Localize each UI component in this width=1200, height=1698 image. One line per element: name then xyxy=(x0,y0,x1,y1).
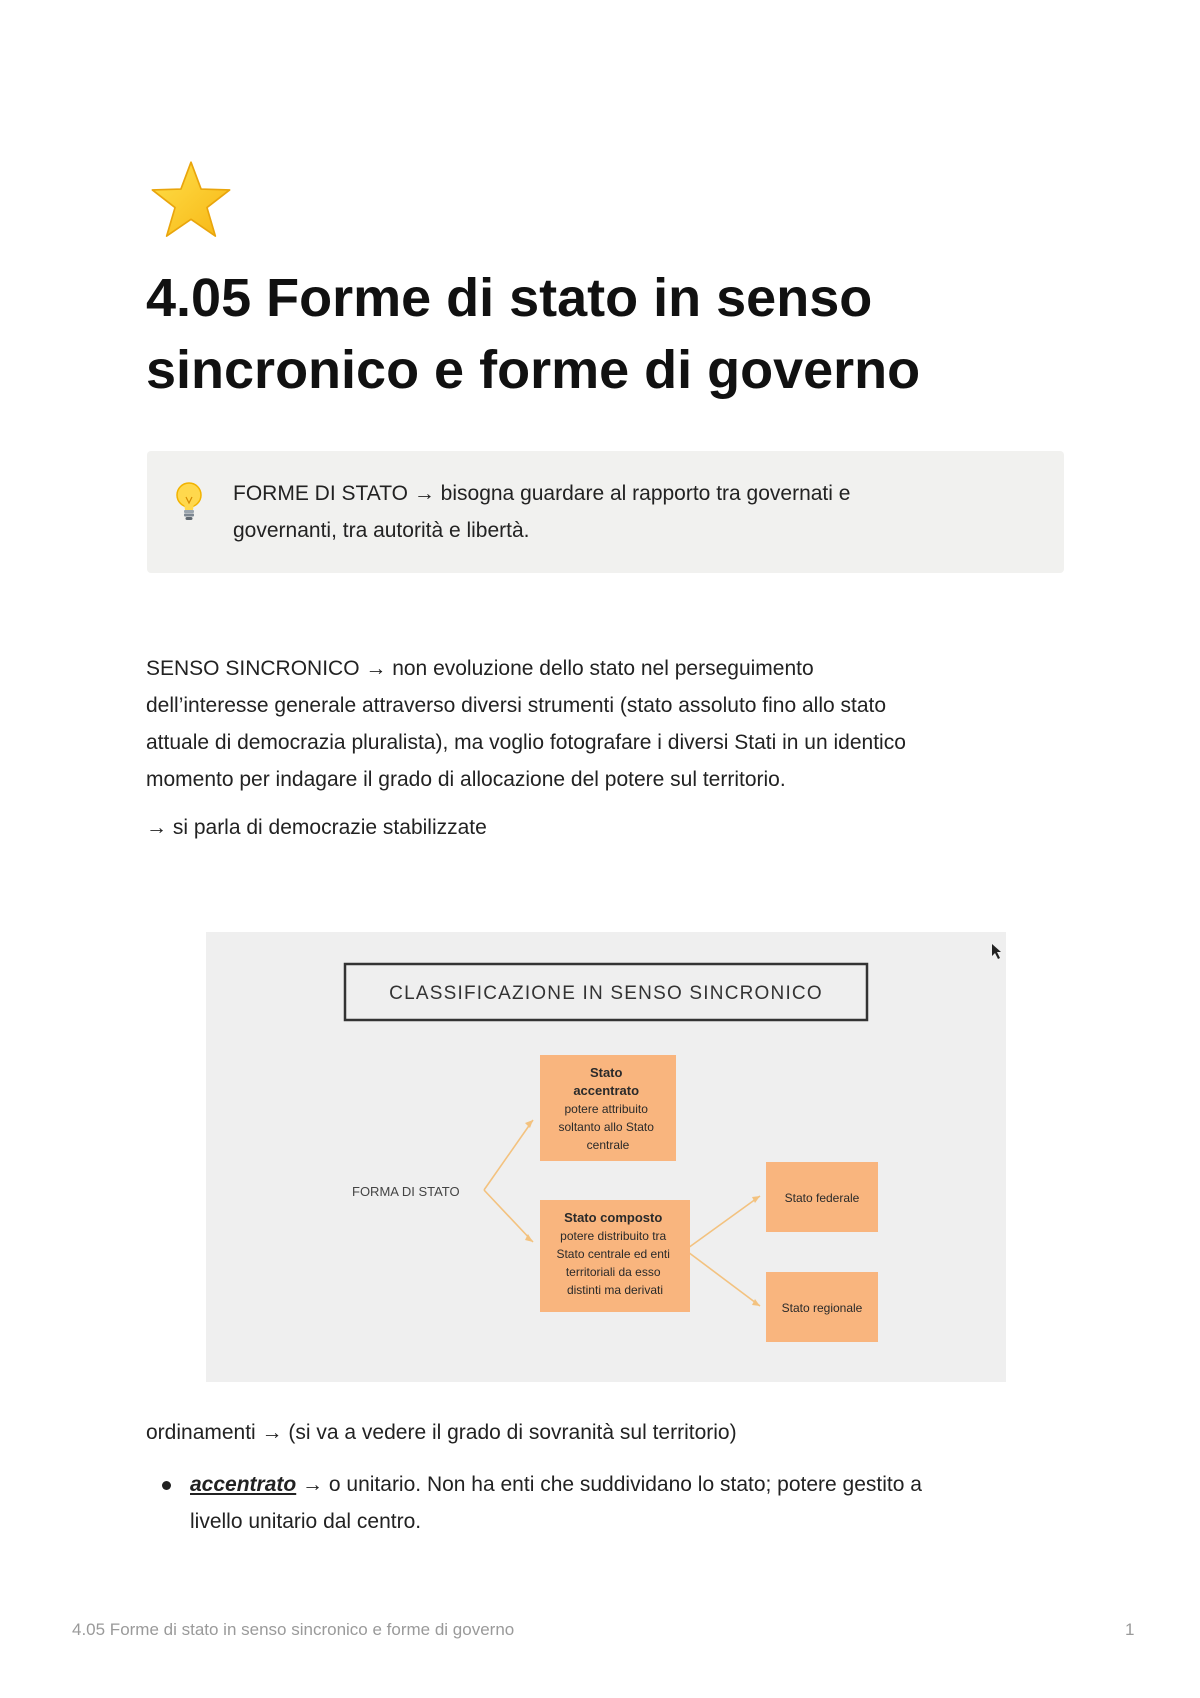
senso-line-2: dell’interesse generale attraverso diversi strumenti (stato assoluto fino allo stato xyxy=(146,694,887,717)
page-title-line-1: 4.05 Forme di stato in senso xyxy=(146,268,873,328)
list-item xyxy=(146,1466,1066,1540)
accentrato-title-2: accentrato xyxy=(573,1083,640,1098)
term-accentrato: accentrato xyxy=(190,1473,297,1496)
democrazie-paragraph xyxy=(146,809,1066,846)
arrowhead-federale xyxy=(752,1196,760,1203)
callout-box xyxy=(147,451,1064,573)
senso-line-4: momento per indagare il grado di allocazione del potere sul territorio. xyxy=(146,768,786,791)
connector-root-accentrato xyxy=(484,1120,533,1190)
senso-sincronico-paragraph xyxy=(146,650,1066,798)
connector-composto-regionale xyxy=(688,1252,760,1306)
bullet-text-line-1: → o unitario. Non ha enti che suddividano lo stato; potere gestito a xyxy=(296,1473,922,1496)
bullet-dot-icon xyxy=(162,1481,171,1490)
accentrato-desc-3: centrale xyxy=(586,1138,630,1152)
accentrato-desc-1: potere attribuito xyxy=(564,1102,648,1116)
accentrato-title-1: Stato xyxy=(589,1065,623,1080)
diagram-root-label: FORMA DI STATO xyxy=(352,1184,460,1199)
star-icon xyxy=(148,158,234,242)
bullet-list xyxy=(146,1466,1066,1540)
cursor-icon xyxy=(992,944,1001,959)
svg-text:Stato composto potere di xyxy=(556,1210,673,1297)
callout-line-2: governanti, tra autorità e libertà. xyxy=(233,519,530,542)
callout-line-1: FORME DI STATO → bisogna guardare al rapporto tra governati e xyxy=(233,482,851,505)
accentrato-desc-2: soltanto allo Stato xyxy=(558,1120,654,1134)
senso-line-1: SENSO SINCRONICO → non evoluzione dello stato nel perseguimento xyxy=(146,657,814,680)
lightbulb-icon xyxy=(173,481,205,523)
senso-line-5: → si parla di democrazie stabilizzate xyxy=(146,816,487,839)
composto-desc-1: potere distribuito tra xyxy=(560,1229,667,1243)
classification-diagram-image xyxy=(206,932,1006,1382)
footer-title: 4.05 Forme di stato in senso sincronico e forme di governo xyxy=(72,1620,515,1639)
federale-label: Stato federale xyxy=(784,1191,860,1205)
ordinamenti-line: ordinamenti → (si va a vedere il grado di sovranità sul territorio) xyxy=(146,1421,737,1444)
connector-composto-federale xyxy=(688,1196,760,1248)
page-number: 1 xyxy=(1125,1620,1135,1639)
connector-root-composto xyxy=(484,1190,533,1242)
composto-desc-4: distinti ma derivati xyxy=(566,1283,664,1297)
page-title xyxy=(146,262,1076,406)
senso-line-3: attuale di democrazia pluralista), ma voglio fotografare i diversi Stati in un identico xyxy=(146,731,906,754)
page-title-line-2: sincronico e forme di governo xyxy=(146,340,921,400)
callout-text xyxy=(233,475,1033,549)
arrowhead-accentrato xyxy=(525,1120,533,1128)
composto-title: Stato composto xyxy=(564,1210,663,1225)
ordinamenti-paragraph xyxy=(146,1414,1066,1451)
composto-desc-3: territoriali da esso xyxy=(565,1265,661,1279)
diagram-title: CLASSIFICAZIONE IN SENSO SINCRONICO xyxy=(389,983,823,1004)
composto-desc-2: Stato centrale ed enti xyxy=(556,1247,670,1261)
regionale-label: Stato regionale xyxy=(781,1301,863,1315)
diagram-svg xyxy=(206,932,1006,1382)
bullet-text-line-2: livello unitario dal centro. xyxy=(190,1510,422,1533)
